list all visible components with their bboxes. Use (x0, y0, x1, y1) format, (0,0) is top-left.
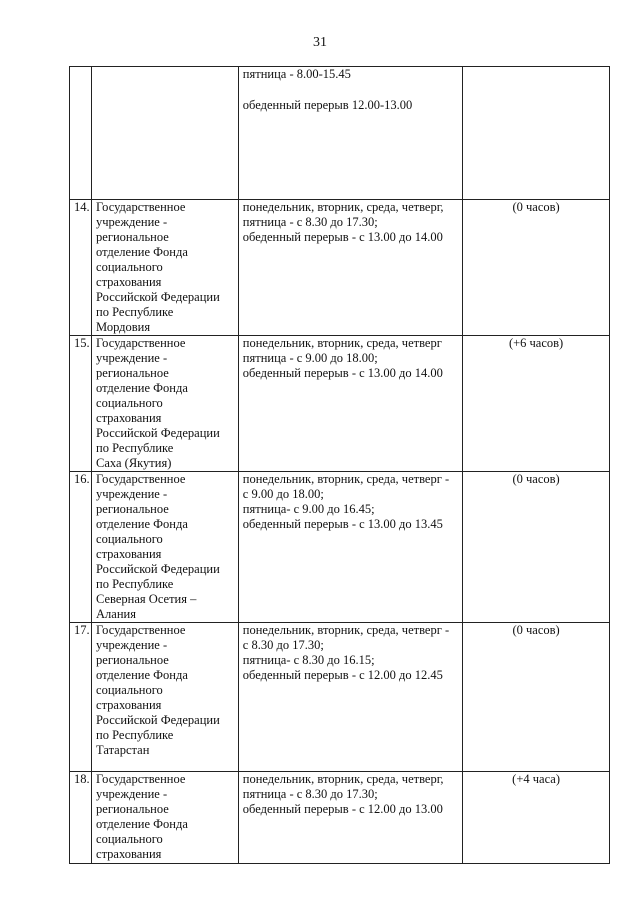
time-offset-cell: (0 часов) (463, 200, 610, 336)
org-line: Государственное (96, 336, 186, 350)
org-line: Государственное (96, 623, 186, 637)
row-number: 14. (70, 200, 92, 336)
org-line: страхования (96, 411, 162, 425)
page-number: 31 (313, 35, 327, 50)
org-line: учреждение - (96, 351, 168, 365)
organization-cell (92, 336, 239, 472)
org-line: страхования (96, 275, 162, 289)
org-line: учреждение - (96, 215, 168, 229)
org-line: социального (96, 832, 163, 846)
hours-line: понедельник, вторник, среда, четверг, (242, 772, 444, 786)
row-number (70, 67, 92, 200)
hours-line: с 8.30 до 17.30; (242, 638, 324, 652)
org-line: Государственное (96, 472, 186, 486)
org-line: по Республике (96, 305, 174, 319)
hours-line: понедельник, вторник, среда, четверг (242, 336, 442, 350)
table-row (70, 67, 610, 200)
org-line: по Республике (96, 441, 174, 455)
org-line: учреждение - (96, 638, 168, 652)
hours-line: пятница - 8.00-15.45 (242, 67, 351, 81)
table-row (70, 200, 610, 336)
hours-line: понедельник, вторник, среда, четверг - (242, 623, 450, 637)
working-hours-cell (238, 472, 462, 623)
hours-line: обеденный перерыв - с 13.00 до 14.00 (242, 366, 443, 380)
hours-line: пятница- с 9.00 до 16.45; (242, 502, 375, 516)
org-line: по Республике (96, 577, 174, 591)
org-line: Алания (96, 607, 136, 621)
org-line: региональное (96, 502, 169, 516)
table-row (70, 336, 610, 472)
organization-cell (92, 200, 239, 336)
org-line: региональное (96, 230, 169, 244)
org-line: Саха (Якутия) (96, 456, 172, 470)
hours-line: понедельник, вторник, среда, четверг - (242, 472, 450, 486)
org-line: Российской Федерации (96, 713, 220, 727)
hours-line: обеденный перерыв - с 12.00 до 12.45 (242, 668, 443, 682)
org-line: социального (96, 260, 163, 274)
organization-cell (92, 623, 239, 772)
time-offset-cell: (+4 часа) (463, 772, 610, 864)
org-line: страхования (96, 698, 162, 712)
working-hours-cell (238, 200, 462, 336)
working-hours-cell (238, 336, 462, 472)
table-row (70, 623, 610, 772)
organization-cell (92, 472, 239, 623)
org-line: отделение Фонда (96, 517, 188, 531)
org-line: Татарстан (96, 743, 150, 757)
table-row (70, 472, 610, 623)
org-line: Государственное (96, 200, 186, 214)
org-line: региональное (96, 366, 169, 380)
org-line: социального (96, 532, 163, 546)
org-line: социального (96, 396, 163, 410)
org-line: отделение Фонда (96, 817, 188, 831)
org-line: учреждение - (96, 787, 168, 801)
org-line: отделение Фонда (96, 245, 188, 259)
org-line: отделение Фонда (96, 381, 188, 395)
hours-line: пятница - с 8.30 до 17.30; (242, 215, 378, 229)
org-line: страхования (96, 547, 162, 561)
org-line: Северная Осетия – (96, 592, 197, 606)
table-row (70, 772, 610, 864)
org-line: Российской Федерации (96, 426, 220, 440)
org-line: по Республике (96, 728, 174, 742)
time-offset-cell: (0 часов) (463, 472, 610, 623)
organization-cell (92, 772, 239, 864)
hours-line: с 9.00 до 18.00; (242, 487, 324, 501)
org-line: социального (96, 683, 163, 697)
row-number: 17. (70, 623, 92, 772)
hours-line: пятница - с 8.30 до 17.30; (242, 787, 378, 801)
row-number: 18. (70, 772, 92, 864)
org-line: Российской Федерации (96, 562, 220, 576)
working-hours-cell (238, 623, 462, 772)
hours-line: обеденный перерыв - с 12.00 до 13.00 (242, 802, 443, 816)
org-line: Российской Федерации (96, 290, 220, 304)
working-hours-cell (238, 67, 462, 200)
org-line: страхования (96, 847, 162, 861)
org-line: региональное (96, 653, 169, 667)
hours-line: пятница- с 8.30 до 16.15; (242, 653, 375, 667)
hours-line: обеденный перерыв - с 13.00 до 13.45 (242, 517, 443, 531)
org-line: Государственное (96, 772, 186, 786)
org-line: отделение Фонда (96, 668, 188, 682)
org-line: учреждение - (96, 487, 168, 501)
row-number: 15. (70, 336, 92, 472)
organization-cell (92, 67, 239, 200)
time-offset-cell: (0 часов) (463, 623, 610, 772)
time-offset-cell: (+6 часов) (463, 336, 610, 472)
org-line: Мордовия (96, 320, 151, 334)
hours-line: пятница - с 9.00 до 18.00; (242, 351, 378, 365)
working-hours-cell (238, 772, 462, 864)
schedule-table (69, 66, 610, 864)
hours-line: обеденный перерыв 12.00-13.00 (242, 98, 413, 112)
time-offset-cell (463, 67, 610, 200)
org-line: региональное (96, 802, 169, 816)
row-number: 16. (70, 472, 92, 623)
hours-line: обеденный перерыв - с 13.00 до 14.00 (242, 230, 443, 244)
hours-line: понедельник, вторник, среда, четверг, (242, 200, 444, 214)
